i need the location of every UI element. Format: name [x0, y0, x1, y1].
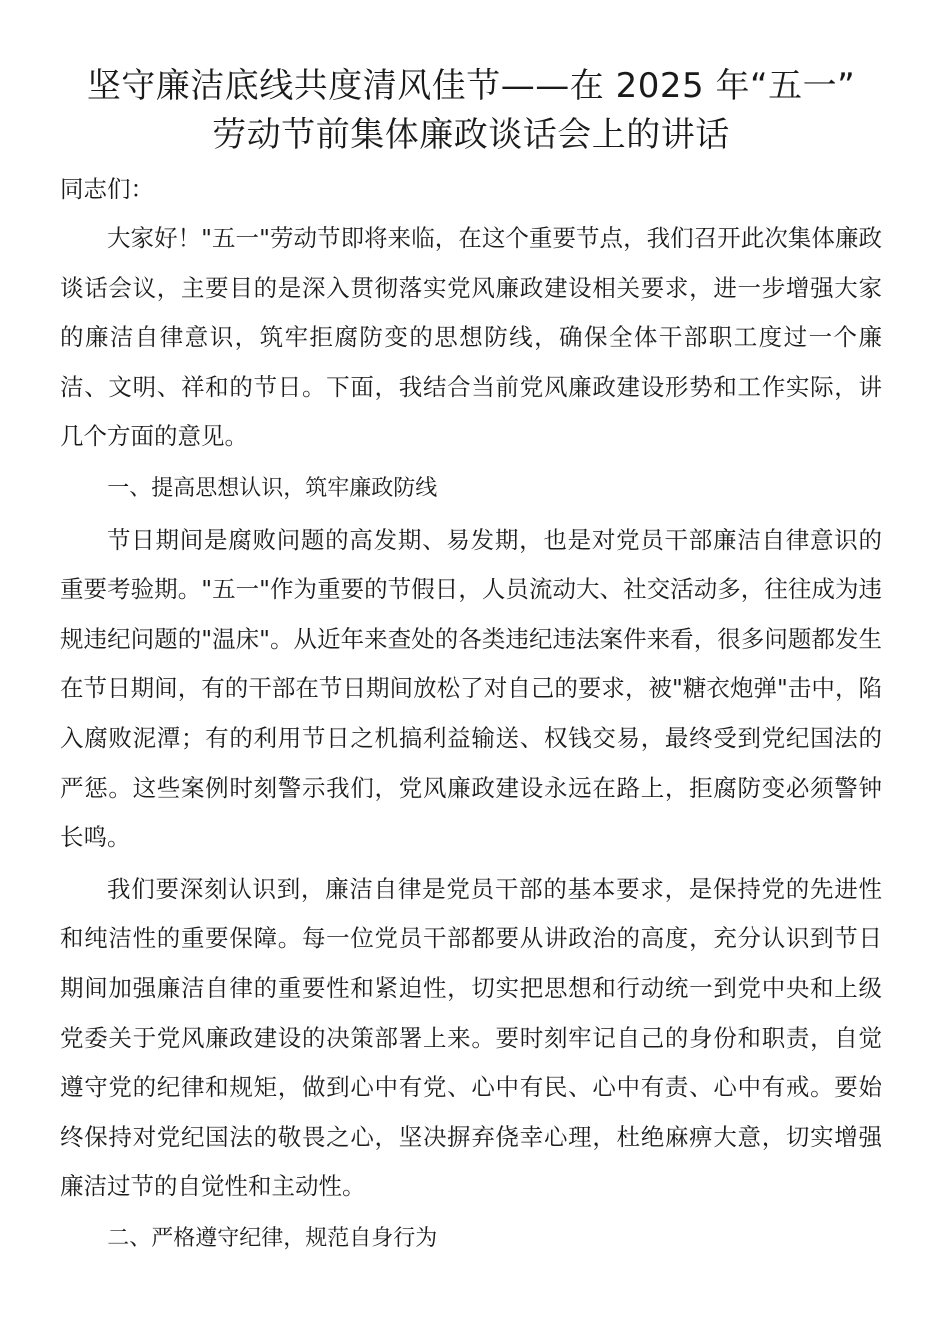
title-line-2: 劳动节前集体廉政谈话会上的讲话 — [212, 115, 730, 155]
paragraph-opening: 大家好！"五一"劳动节即将来临，在这个重要节点，我们召开此次集体廉政谈话会议，主要目的是深入贯彻落实党风廉政建设相关要求，进一步增强大家的廉洁自律意识，筑牢拒腐防变的思想防线，确保全体干部职工度过一个廉洁、文明、祥和的节日。下面，我结合当前党风廉政建设形势和工作实际，讲几个方面的意见。 — [60, 224, 882, 451]
paragraph-section1-1: 节日期间是腐败问题的高发期、易发期，也是对党员干部廉洁自律意识的重要考验期。"五一"作为重要的节假日，人员流动大、社交活动多，往往成为违规违纪问题的"温床"。从近年来查处的各类违纪违法案件来看，很多问题都发生在节日期间，有的干部在节日期间放松了对自己的要求，被"糖衣炮弹"击中，陷入腐败泥潭；有的利用节日之机搞利益输送、权钱交易，最终受到党纪国法的严惩。这些案例时刻警示我们，党风廉政建设永远在路上，拒腐防变必须警钟长鸣。 — [60, 525, 882, 852]
section-heading-1: 一、提高思想认识，筑牢廉政防线 — [107, 475, 438, 501]
salutation: 同志们： — [60, 175, 154, 203]
paragraph-section1-2: 我们要深刻认识到，廉洁自律是党员干部的基本要求，是保持党的先进性和纯洁性的重要保障。每一位党员干部都要从讲政治的高度，充分认识到节日期间加强廉洁自律的重要性和紧迫性，切实把思想和行动统一到党中央和上级党委关于党风廉政建设的决策部署上来。要时刻牢记自己的身份和职责，自觉遵守党的纪律和规矩，做到心中有党、心中有民、心中有责、心中有戒。要始终保持对党纪国法的敬畏之心，坚决摒弃侥幸心理，杜绝麻痹大意，切实增强廉洁过节的自觉性和主动性。 — [60, 874, 882, 1201]
title-line-1: 坚守廉洁底线共度清风佳节——在 2025 年“五一” — [86, 66, 856, 106]
section-heading-2: 二、严格遵守纪律，规范自身行为 — [107, 1225, 438, 1251]
document-title — [60, 62, 882, 160]
